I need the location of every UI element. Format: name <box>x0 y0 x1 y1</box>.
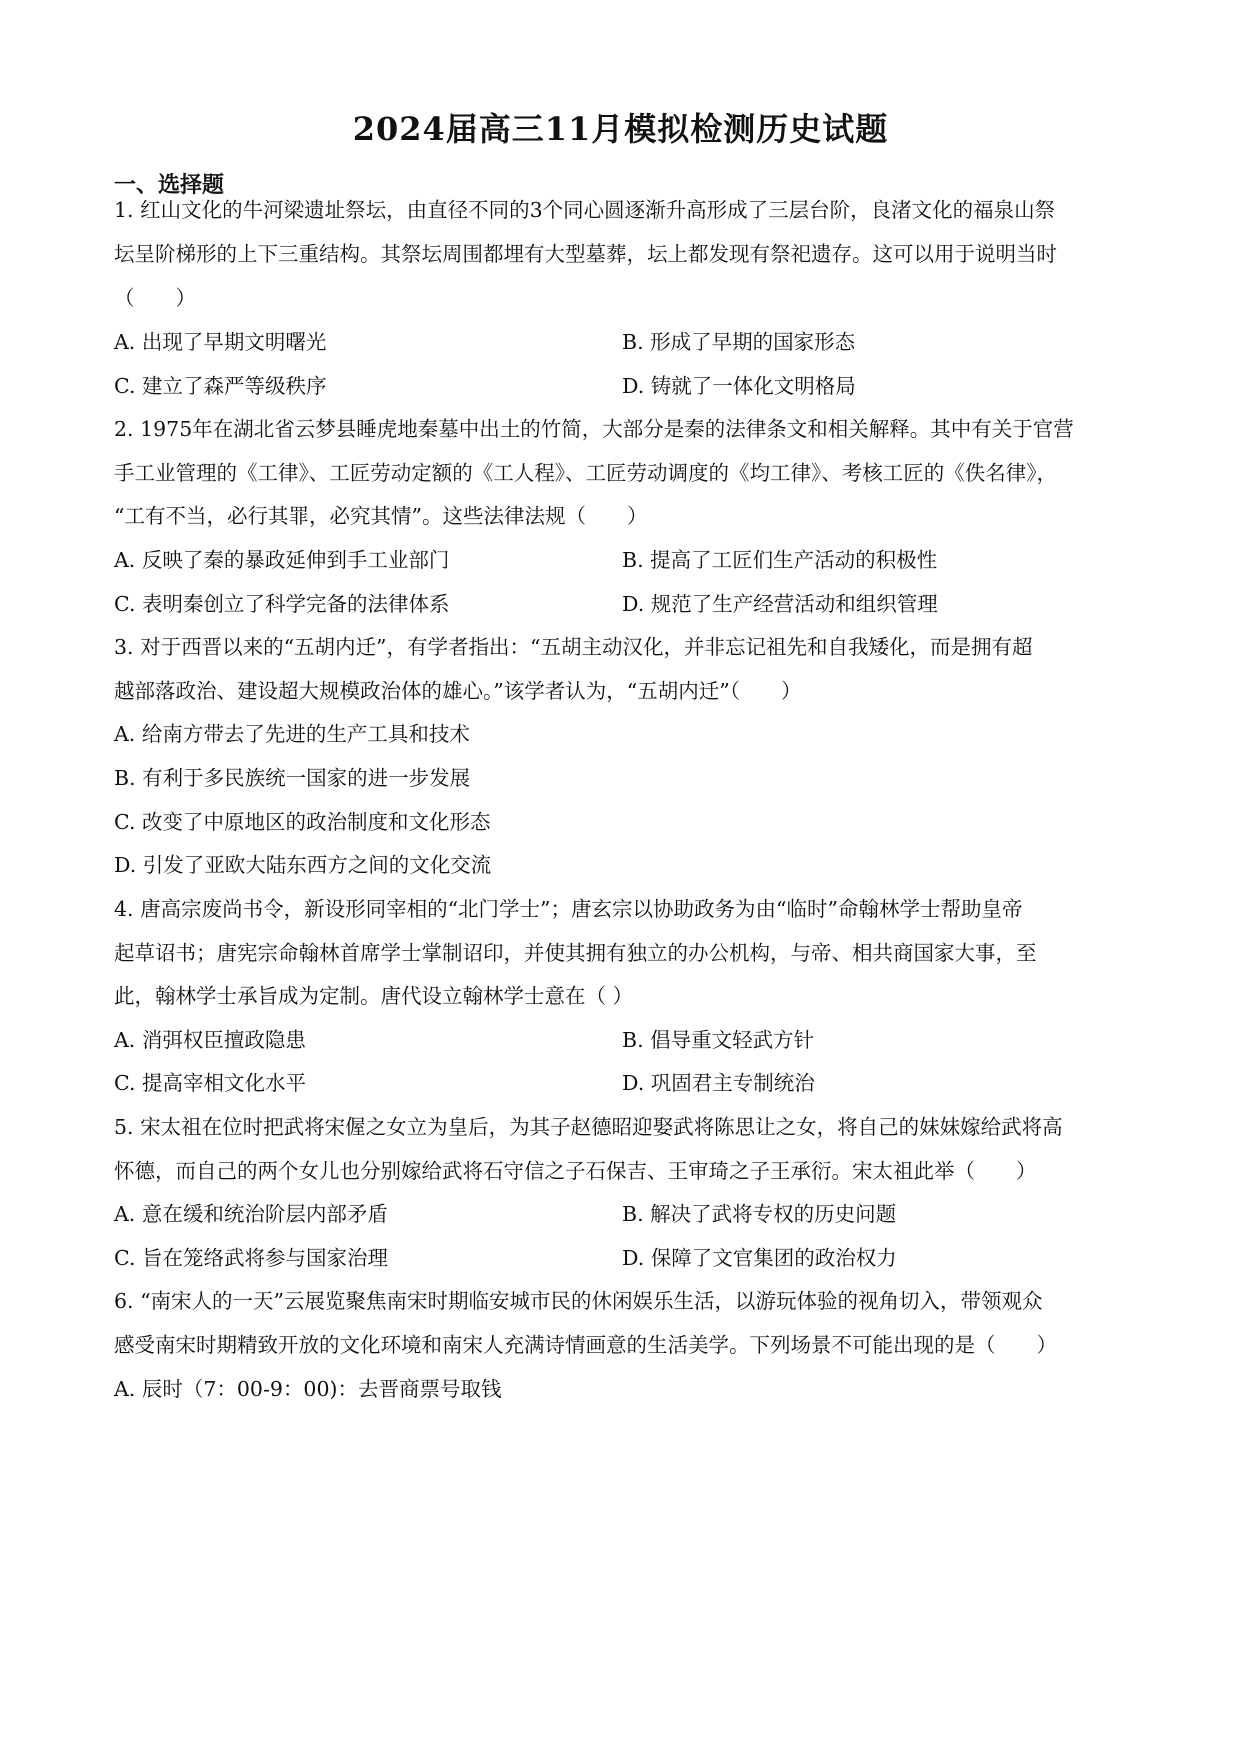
question-5-stem-line: 怀德，而自己的两个女儿也分别嫁给武将石守信之子石保吉、王审琦之子王承衍。宋太祖此举（ ） <box>114 1159 1037 1183</box>
question-4-stem-line: 此，翰林学士承旨成为定制。唐代设立翰林学士意在（ ） <box>114 984 634 1008</box>
question-3-option-a: A. 给南方带去了先进的生产工具和技术 <box>114 722 470 746</box>
question-1-stem-line: （ ） <box>114 286 196 310</box>
question-1-option-d: D. 铸就了一体化文明格局 <box>622 374 856 398</box>
question-1-option-b: B. 形成了早期的国家形态 <box>622 330 856 354</box>
question-5-option-d: D. 保障了文官集团的政治权力 <box>622 1246 897 1270</box>
question-1-stem-line: 1. 红山文化的牛河梁遗址祭坛，由直径不同的3个同心圆逐渐升高形成了三层台阶，良渚文化的福泉山祭 <box>114 198 1056 222</box>
question-5-option-a: A. 意在缓和统治阶层内部矛盾 <box>114 1202 388 1226</box>
section-heading: 一、选择题 <box>114 172 225 198</box>
question-6-stem-line: 感受南宋时期精致开放的文化环境和南宋人充满诗情画意的生活美学。下列场景不可能出现的是（ ） <box>114 1333 1057 1357</box>
question-3-option-b: B. 有利于多民族统一国家的进一步发展 <box>114 766 471 790</box>
question-6-stem-line: 6. “南宋人的一天”云展览聚焦南宋时期临安城市民的休闲娱乐生活，以游玩体验的视角切入，带领观众 <box>114 1289 1043 1313</box>
question-5-option-c: C. 旨在笼络武将参与国家治理 <box>114 1246 388 1270</box>
question-1-option-c: C. 建立了森严等级秩序 <box>114 374 327 398</box>
question-4-stem-line: 起草诏书；唐宪宗命翰林首席学士掌制诏印，并使其拥有独立的办公机构，与帝、相共商国家大事，至 <box>114 941 1037 965</box>
question-1-stem-line: 坛呈阶梯形的上下三重结构。其祭坛周围都埋有大型墓葬，坛上都发现有祭祀遗存。这可以用于说明当时 <box>114 242 1057 266</box>
question-5-stem-line: 5. 宋太祖在位时把武将宋偓之女立为皇后，为其子赵德昭迎娶武将陈思让之女，将自己的妹妹嫁给武将高 <box>114 1115 1063 1139</box>
question-2-option-c: C. 表明秦创立了科学完备的法律体系 <box>114 592 450 616</box>
question-4-option-b: B. 倡导重文轻武方针 <box>622 1028 815 1052</box>
question-2-option-a: A. 反映了秦的暴政延伸到手工业部门 <box>114 548 450 572</box>
question-4-option-a: A. 消弭权臣擅政隐患 <box>114 1028 306 1052</box>
page-title: 2024届高三11月模拟检测历史试题 <box>352 110 889 148</box>
question-4-option-d: D. 巩固君主专制统治 <box>622 1071 815 1095</box>
question-3-option-c: C. 改变了中原地区的政治制度和文化形态 <box>114 810 491 834</box>
question-2-stem-line: 手工业管理的《工律》、工匠劳动定额的《工人程》、工匠劳动调度的《均工律》、考核工匠的《佚名律》， <box>114 461 1057 485</box>
question-6-option-a: A. 辰时（7：00-9：00)：去晋商票号取钱 <box>114 1377 502 1401</box>
question-2-stem-line: 2. 1975年在湖北省云梦县睡虎地秦墓中出土的竹简，大部分是秦的法律条文和相关解释。其中有关于官营 <box>114 417 1074 441</box>
question-1-option-a: A. 出现了早期文明曙光 <box>114 330 327 354</box>
question-5-option-b: B. 解决了武将专权的历史问题 <box>622 1202 897 1226</box>
question-4-stem-line: 4. 唐高宗废尚书令，新设形同宰相的“北门学士”；唐玄宗以协助政务为由“临时”命翰林学士帮助皇帝 <box>114 897 1023 921</box>
question-2-stem-line: “工有不当，必行其罪，必究其情”。这些法律法规（ ） <box>114 504 648 528</box>
question-3-stem-line: 3. 对于西晋以来的“五胡内迁”，有学者指出：“五胡主动汉化，并非忘记祖先和自我矮化，而是拥有超 <box>114 635 1033 659</box>
question-2-option-b: B. 提高了工匠们生产活动的积极性 <box>622 548 938 572</box>
question-3-stem-line: 越部落政治、建设超大规模政治体的雄心。”该学者认为，“五胡内迁”（ ） <box>114 679 802 703</box>
question-4-option-c: C. 提高宰相文化水平 <box>114 1071 306 1095</box>
question-3-option-d: D. 引发了亚欧大陆东西方之间的文化交流 <box>114 853 492 877</box>
question-2-option-d: D. 规范了生产经营活动和组织管理 <box>622 592 938 616</box>
